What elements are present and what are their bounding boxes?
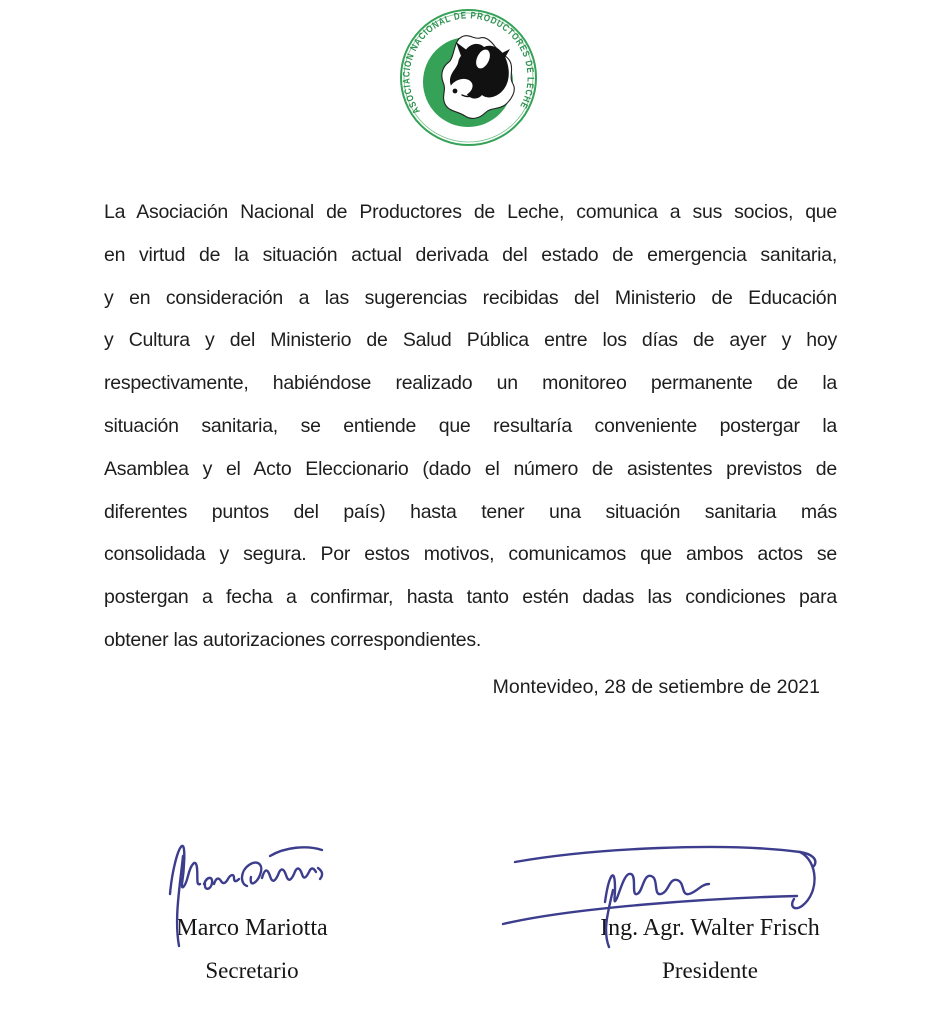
letter-line: diferentes puntos del país) hasta tener una situación sanitaria más	[104, 500, 837, 523]
letter-line: situación sanitaria, se entiende que resultaría conveniente postergar la	[104, 414, 837, 437]
anpl-logo-graphic	[398, 7, 539, 148]
letter-body	[104, 191, 837, 662]
letter-line: La Asociación Nacional de Productores de Leche, comunica a sus socios, que	[104, 201, 837, 223]
anpl-logo	[398, 7, 539, 148]
signatory-role: Presidente	[662, 958, 758, 983]
signature-right-ink	[495, 830, 840, 958]
logo-ring-text: ASOCIACION NACIONAL DE PRODUCTORES DE LECHE	[401, 10, 536, 116]
letter-line: postergan a fecha a confirmar, hasta tanto estén dadas las condiciones para	[104, 586, 837, 609]
signature-left-ink	[152, 826, 337, 954]
signatory-name: Ing. Agr. Walter Frisch	[600, 915, 820, 941]
letter-line: y Cultura y del Ministerio de Salud Pública entre los días de ayer y hoy	[104, 329, 837, 352]
letter-line: consolidada y segura. Por estos motivos, comunicamos que ambos actos se	[104, 543, 837, 566]
letter-line: respectivamente, habiéndose realizado un monitoreo permanente de la	[104, 372, 837, 395]
date-line: Montevideo, 28 de setiembre de 2021	[492, 676, 820, 698]
signatory-role: Secretario	[205, 958, 299, 983]
signatory-name: Marco Mariotta	[176, 915, 328, 941]
letter-line: y en consideración a las sugerencias recibidas del Ministerio de Educación	[104, 286, 837, 309]
letter-line: en virtud de la situación actual derivada del estado de emergencia sanitaria,	[104, 243, 837, 266]
letter-line: Asamblea y el Acto Eleccionario (dado el número de asistentes previstos de	[104, 457, 837, 480]
letter-line: obtener las autorizaciones correspondientes.	[104, 628, 482, 651]
